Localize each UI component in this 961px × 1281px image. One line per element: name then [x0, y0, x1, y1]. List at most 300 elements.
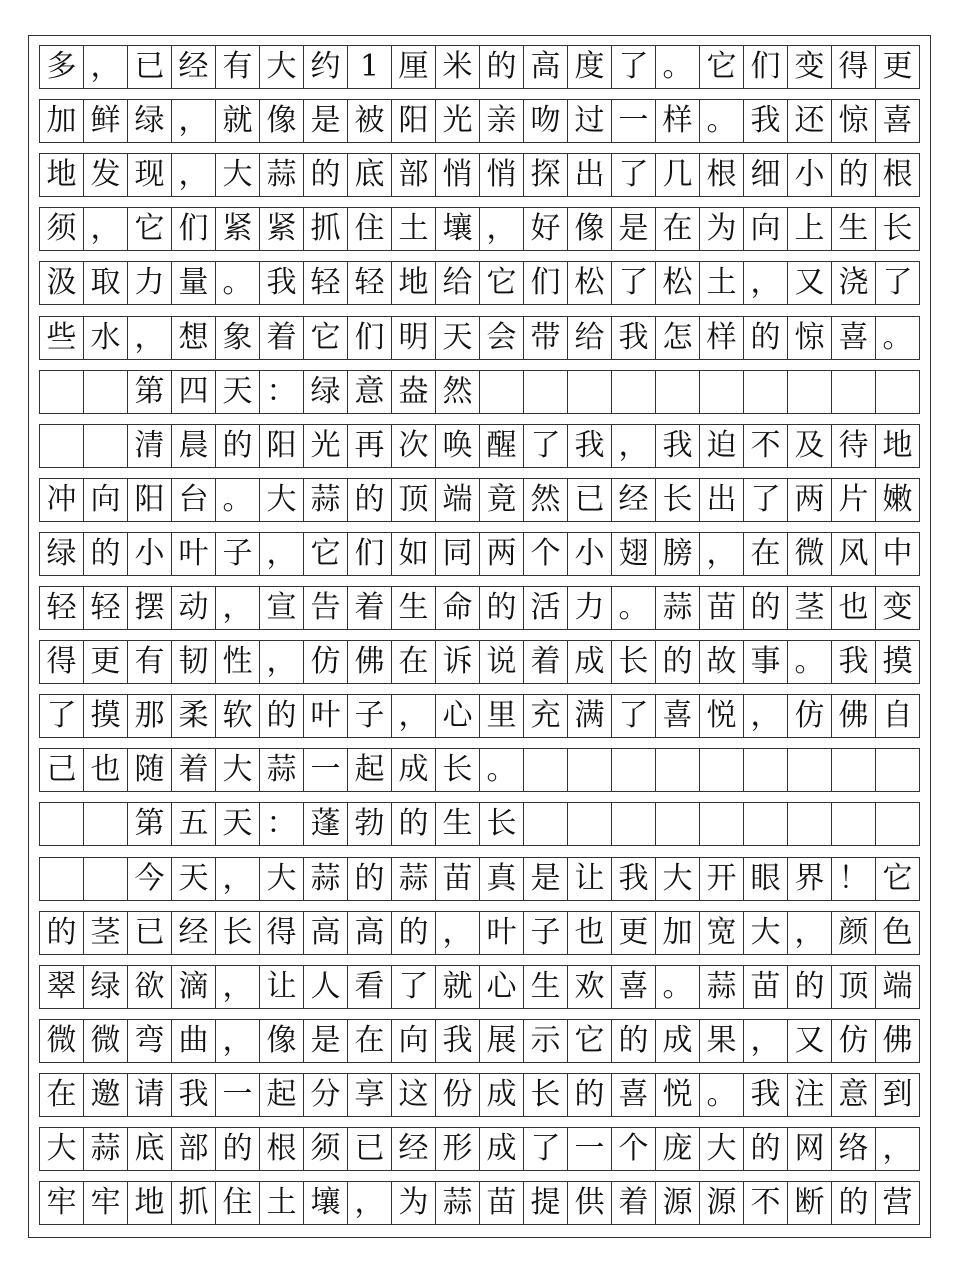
grid-cell: 变	[876, 587, 920, 629]
grid-cell: 好	[524, 208, 568, 250]
grid-cell: 蓬	[304, 803, 348, 845]
grid-cell: 惊	[832, 100, 876, 142]
grid-cell: ，	[260, 641, 304, 683]
grid-cell: 成	[568, 641, 612, 683]
grid-cell	[84, 371, 128, 413]
grid-cell: 软	[216, 695, 260, 737]
grid-cell: 高	[304, 912, 348, 954]
grid-cell	[612, 803, 656, 845]
grid-cell: 次	[392, 425, 436, 467]
grid-cell: 的	[788, 966, 832, 1008]
grid-cell: 为	[700, 208, 744, 250]
grid-cell: 一	[612, 100, 656, 142]
grid-cell: 仿	[304, 641, 348, 683]
grid-cell: 长	[524, 1074, 568, 1116]
grid-cell: 晨	[172, 425, 216, 467]
grid-cell: 为	[392, 1182, 436, 1224]
grid-cell: 给	[436, 262, 480, 304]
grid-cell	[744, 749, 788, 791]
grid-cell: 亲	[480, 100, 524, 142]
grid-cell: 蒜	[656, 587, 700, 629]
grid-cell: ，	[876, 1128, 920, 1170]
grid-row	[39, 748, 920, 792]
grid-cell: 今	[128, 858, 172, 900]
grid-cell: 源	[700, 1182, 744, 1224]
grid-cell	[568, 749, 612, 791]
grid-cell: 佛	[876, 1020, 920, 1062]
grid-cell: 天	[436, 317, 480, 359]
grid-cell: 米	[436, 46, 480, 88]
grid-cell: 长	[876, 208, 920, 250]
grid-cell	[40, 371, 84, 413]
grid-cell: 长	[436, 749, 480, 791]
grid-cell: 叶	[172, 533, 216, 575]
grid-cell: 像	[260, 1020, 304, 1062]
grid-cell: 多	[40, 46, 84, 88]
grid-cell: 得	[40, 641, 84, 683]
grid-cell: 滴	[172, 966, 216, 1008]
grid-cell: 像	[568, 208, 612, 250]
grid-cell: 第	[128, 803, 172, 845]
grid-cell: 小	[568, 533, 612, 575]
grid-cell: 的	[260, 695, 304, 737]
grid-row	[39, 1073, 920, 1117]
grid-cell: 的	[480, 587, 524, 629]
grid-cell: 它	[568, 1020, 612, 1062]
grid-cell: 想	[172, 317, 216, 359]
grid-row	[39, 478, 920, 522]
grid-cell	[832, 749, 876, 791]
grid-cell: 了	[392, 966, 436, 1008]
grid-cell: 第	[128, 371, 172, 413]
grid-cell: 壤	[304, 1182, 348, 1224]
grid-cell: 怎	[656, 317, 700, 359]
grid-cell: 果	[700, 1020, 744, 1062]
grid-cell	[744, 803, 788, 845]
grid-cell: 成	[480, 1074, 524, 1116]
grid-cell: 活	[524, 587, 568, 629]
grid-cell: 一	[568, 1128, 612, 1170]
grid-cell: 佛	[832, 695, 876, 737]
grid-cell: 。	[612, 587, 656, 629]
grid-cell: 我	[612, 317, 656, 359]
grid-cell: 如	[392, 533, 436, 575]
grid-cell: ，	[216, 858, 260, 900]
grid-cell: 地	[876, 425, 920, 467]
grid-cell: 翅	[612, 533, 656, 575]
grid-cell: 鲜	[84, 100, 128, 142]
grid-cell: 。	[216, 262, 260, 304]
grid-cell: 出	[700, 479, 744, 521]
grid-cell: 着	[260, 317, 304, 359]
grid-cell: 光	[304, 425, 348, 467]
grid-row	[39, 532, 920, 576]
grid-cell: 端	[436, 479, 480, 521]
grid-cell: 不	[744, 1182, 788, 1224]
grid-cell: 待	[832, 425, 876, 467]
grid-cell: 份	[436, 1074, 480, 1116]
grid-cell: 象	[216, 317, 260, 359]
grid-row	[39, 1181, 920, 1225]
grid-cell: 是	[304, 100, 348, 142]
grid-cell: 了	[524, 1128, 568, 1170]
grid-cell: 仿	[788, 695, 832, 737]
grid-cell: 了	[524, 425, 568, 467]
grid-cell	[656, 803, 700, 845]
grid-cell: 展	[480, 1020, 524, 1062]
grid-cell: 子	[524, 912, 568, 954]
grid-cell: 大	[260, 479, 304, 521]
grid-cell: 起	[260, 1074, 304, 1116]
grid-cell: 韧	[172, 641, 216, 683]
grid-cell: 断	[788, 1182, 832, 1224]
grid-cell: ，	[612, 425, 656, 467]
grid-cell: 的	[480, 46, 524, 88]
grid-cell: 就	[436, 966, 480, 1008]
grid-cell: 意	[348, 371, 392, 413]
grid-cell: 然	[436, 371, 480, 413]
composition-paper	[28, 35, 931, 1238]
grid-cell: 大	[260, 46, 304, 88]
grid-cell: 地	[392, 262, 436, 304]
grid-cell: 更	[612, 912, 656, 954]
grid-cell: 它	[700, 46, 744, 88]
grid-cell: 又	[788, 262, 832, 304]
grid-cell: 根	[260, 1128, 304, 1170]
grid-cell: 提	[524, 1182, 568, 1224]
grid-cell: 蒜	[436, 1182, 480, 1224]
grid-cell: 叶	[480, 912, 524, 954]
grid-cell: 度	[568, 46, 612, 88]
grid-cell: 蒜	[260, 154, 304, 196]
grid-cell: 轻	[348, 262, 392, 304]
grid-cell: 了	[612, 46, 656, 88]
grid-cell: 在	[40, 1074, 84, 1116]
grid-cell: 享	[348, 1074, 392, 1116]
grid-cell: 成	[392, 749, 436, 791]
grid-cell: 弯	[128, 1020, 172, 1062]
grid-cell: 醒	[480, 425, 524, 467]
grid-cell: 住	[216, 1182, 260, 1224]
grid-cell: 柔	[172, 695, 216, 737]
grid-cell	[832, 371, 876, 413]
grid-cell: 光	[436, 100, 480, 142]
grid-cell: 轻	[40, 587, 84, 629]
grid-cell: 绿	[304, 371, 348, 413]
grid-cell: 们	[744, 46, 788, 88]
grid-cell: 生	[832, 208, 876, 250]
grid-cell: 我	[436, 1020, 480, 1062]
grid-cell: 紧	[216, 208, 260, 250]
grid-cell: 生	[436, 803, 480, 845]
grid-cell	[700, 803, 744, 845]
grid-cell: 喜	[612, 966, 656, 1008]
grid-cell: 大	[744, 912, 788, 954]
grid-cell: 力	[568, 587, 612, 629]
grid-cell: ！	[832, 858, 876, 900]
grid-cell: 风	[832, 533, 876, 575]
grid-row	[39, 965, 920, 1009]
grid-cell: 膀	[656, 533, 700, 575]
grid-cell: 得	[260, 912, 304, 954]
grid-cell: 高	[524, 46, 568, 88]
grid-cell	[656, 749, 700, 791]
grid-cell: 颜	[832, 912, 876, 954]
grid-cell: 量	[172, 262, 216, 304]
grid-cell: 大	[260, 858, 304, 900]
grid-cell: ，	[480, 208, 524, 250]
grid-cell: 蒜	[84, 1128, 128, 1170]
grid-cell: 绿	[40, 533, 84, 575]
grid-row	[39, 586, 920, 630]
grid-cell: 那	[128, 695, 172, 737]
grid-cell	[656, 371, 700, 413]
grid-cell: 。	[656, 46, 700, 88]
grid-cell: 经	[172, 46, 216, 88]
grid-cell: 的	[216, 425, 260, 467]
grid-cell: 大	[700, 1128, 744, 1170]
grid-cell: 心	[436, 695, 480, 737]
grid-cell: 明	[392, 317, 436, 359]
grid-cell: 天	[216, 371, 260, 413]
grid-cell	[744, 371, 788, 413]
grid-cell: 嫩	[876, 479, 920, 521]
grid-cell: 喜	[656, 695, 700, 737]
grid-cell: 长	[216, 912, 260, 954]
grid-cell: 性	[216, 641, 260, 683]
grid-cell: 。	[700, 100, 744, 142]
grid-cell: 探	[524, 154, 568, 196]
grid-cell	[700, 371, 744, 413]
grid-cell: 形	[436, 1128, 480, 1170]
grid-cell: 个	[612, 1128, 656, 1170]
grid-cell: 大	[656, 858, 700, 900]
grid-cell: 分	[304, 1074, 348, 1116]
grid-cell: 抓	[304, 208, 348, 250]
grid-cell: 天	[172, 858, 216, 900]
grid-cell	[612, 371, 656, 413]
grid-cell: 悄	[480, 154, 524, 196]
grid-cell	[876, 803, 920, 845]
grid-cell: 的	[832, 1182, 876, 1224]
grid-cell: 庞	[656, 1128, 700, 1170]
grid-cell: 地	[40, 154, 84, 196]
grid-cell: 蒜	[260, 749, 304, 791]
grid-cell: 变	[788, 46, 832, 88]
grid-cell: 网	[788, 1128, 832, 1170]
grid-cell: 也	[832, 587, 876, 629]
grid-cell: 就	[216, 100, 260, 142]
grid-cell: 汲	[40, 262, 84, 304]
grid-cell: 喜	[612, 1074, 656, 1116]
grid-cell: 心	[480, 966, 524, 1008]
grid-cell: 真	[480, 858, 524, 900]
grid-cell: 苗	[700, 587, 744, 629]
grid-cell: 紧	[260, 208, 304, 250]
grid-cell: 牢	[40, 1182, 84, 1224]
grid-cell: 水	[84, 317, 128, 359]
grid-cell: ，	[700, 533, 744, 575]
grid-cell	[40, 803, 84, 845]
grid-cell: 须	[40, 208, 84, 250]
grid-cell: 轻	[84, 587, 128, 629]
grid-cell: 诉	[436, 641, 480, 683]
grid-cell	[84, 803, 128, 845]
grid-cell: 阳	[260, 425, 304, 467]
grid-cell: 然	[524, 479, 568, 521]
grid-cell: 的	[832, 154, 876, 196]
grid-cell: 。	[876, 317, 920, 359]
grid-cell: 地	[128, 1182, 172, 1224]
grid-row	[39, 857, 920, 901]
grid-cell: 的	[656, 641, 700, 683]
grid-cell: 让	[260, 966, 304, 1008]
grid-cell: 的	[392, 912, 436, 954]
grid-cell: 两	[788, 479, 832, 521]
grid-cell: 我	[744, 100, 788, 142]
grid-cell: 们	[524, 262, 568, 304]
grid-cell: 的	[392, 803, 436, 845]
grid-cell: ，	[436, 912, 480, 954]
grid-cell: 着	[524, 641, 568, 683]
grid-cell: 蒜	[392, 858, 436, 900]
grid-cell: 被	[348, 100, 392, 142]
grid-cell: 的	[612, 1020, 656, 1062]
grid-row	[39, 1019, 920, 1063]
grid-cell: 。	[700, 1074, 744, 1116]
grid-cell: 土	[700, 262, 744, 304]
grid-cell: 的	[568, 1074, 612, 1116]
grid-cell: 得	[832, 46, 876, 88]
grid-cell	[788, 803, 832, 845]
grid-cell: 欢	[568, 966, 612, 1008]
grid-cell: ，	[84, 208, 128, 250]
grid-cell: 已	[348, 1128, 392, 1170]
grid-cell: 端	[876, 966, 920, 1008]
grid-cell: 蒜	[304, 858, 348, 900]
grid-cell: 约	[304, 46, 348, 88]
grid-cell	[568, 371, 612, 413]
grid-cell: 经	[612, 479, 656, 521]
grid-cell: 还	[788, 100, 832, 142]
grid-row	[39, 424, 920, 468]
grid-cell: 在	[392, 641, 436, 683]
grid-cell	[876, 749, 920, 791]
grid-row	[39, 640, 920, 684]
grid-cell: 须	[304, 1128, 348, 1170]
grid-cell: 竟	[480, 479, 524, 521]
grid-cell: 翠	[40, 966, 84, 1008]
grid-cell: 已	[128, 912, 172, 954]
grid-cell: 佛	[348, 641, 392, 683]
grid-cell: 一	[216, 1074, 260, 1116]
grid-cell: 带	[524, 317, 568, 359]
grid-cell: 营	[876, 1182, 920, 1224]
grid-cell: 片	[832, 479, 876, 521]
grid-cell: 蒜	[304, 479, 348, 521]
grid-cell: 轻	[304, 262, 348, 304]
grid-cell: 我	[744, 1074, 788, 1116]
grid-cell: 生	[524, 966, 568, 1008]
grid-cell: 是	[304, 1020, 348, 1062]
grid-cell: 向	[84, 479, 128, 521]
grid-cell: 。	[480, 749, 524, 791]
grid-cell: 界	[788, 858, 832, 900]
grid-cell: 细	[744, 154, 788, 196]
grid-cell: 同	[436, 533, 480, 575]
grid-cell: 经	[392, 1128, 436, 1170]
grid-cell: 出	[568, 154, 612, 196]
grid-cell: 也	[84, 749, 128, 791]
grid-cell: 不	[744, 425, 788, 467]
grid-cell: 土	[260, 1182, 304, 1224]
grid-cell: 清	[128, 425, 172, 467]
grid-cell: 勃	[348, 803, 392, 845]
grid-cell	[832, 803, 876, 845]
grid-cell	[876, 371, 920, 413]
grid-cell: 土	[392, 208, 436, 250]
grid-cell: 两	[480, 533, 524, 575]
grid-cell: ，	[744, 262, 788, 304]
grid-cell: 阳	[392, 100, 436, 142]
grid-cell: 也	[568, 912, 612, 954]
grid-cell: 吻	[524, 100, 568, 142]
grid-cell: 子	[216, 533, 260, 575]
grid-cell: 喜	[832, 317, 876, 359]
grid-cell: 加	[40, 100, 84, 142]
grid-cell: 开	[700, 858, 744, 900]
grid-cell: ，	[216, 966, 260, 1008]
grid-cell: 抓	[172, 1182, 216, 1224]
grid-cell: 台	[172, 479, 216, 521]
grid-cell: 底	[348, 154, 392, 196]
grid-cell: 它	[480, 262, 524, 304]
grid-cell: 着	[348, 587, 392, 629]
grid-cell: ，	[744, 695, 788, 737]
grid-cell: 我	[568, 425, 612, 467]
grid-cell: 的	[744, 1128, 788, 1170]
grid-cell: 悦	[700, 695, 744, 737]
grid-cell: 人	[304, 966, 348, 1008]
grid-cell: 样	[700, 317, 744, 359]
grid-cell: 高	[348, 912, 392, 954]
grid-cell: 有	[216, 46, 260, 88]
grid-cell: 们	[348, 317, 392, 359]
grid-cell: 了	[744, 479, 788, 521]
grid-cell: 满	[568, 695, 612, 737]
grid-cell: 叶	[304, 695, 348, 737]
grid-cell: 壤	[436, 208, 480, 250]
grid-cell: 成	[480, 1128, 524, 1170]
grid-cell: 更	[84, 641, 128, 683]
grid-cell: 给	[568, 317, 612, 359]
grid-cell: 松	[656, 262, 700, 304]
grid-cell: 根	[700, 154, 744, 196]
grid-cell: 及	[788, 425, 832, 467]
grid-cell: 邀	[84, 1074, 128, 1116]
grid-cell	[788, 371, 832, 413]
grid-row	[39, 1127, 920, 1171]
grid-cell: ，	[392, 695, 436, 737]
grid-cell: 在	[348, 1020, 392, 1062]
grid-cell: 是	[524, 858, 568, 900]
grid-cell	[612, 749, 656, 791]
grid-cell: 示	[524, 1020, 568, 1062]
grid-cell: 意	[832, 1074, 876, 1116]
grid-cell: 说	[480, 641, 524, 683]
grid-cell: 我	[172, 1074, 216, 1116]
grid-cell: 苗	[480, 1182, 524, 1224]
